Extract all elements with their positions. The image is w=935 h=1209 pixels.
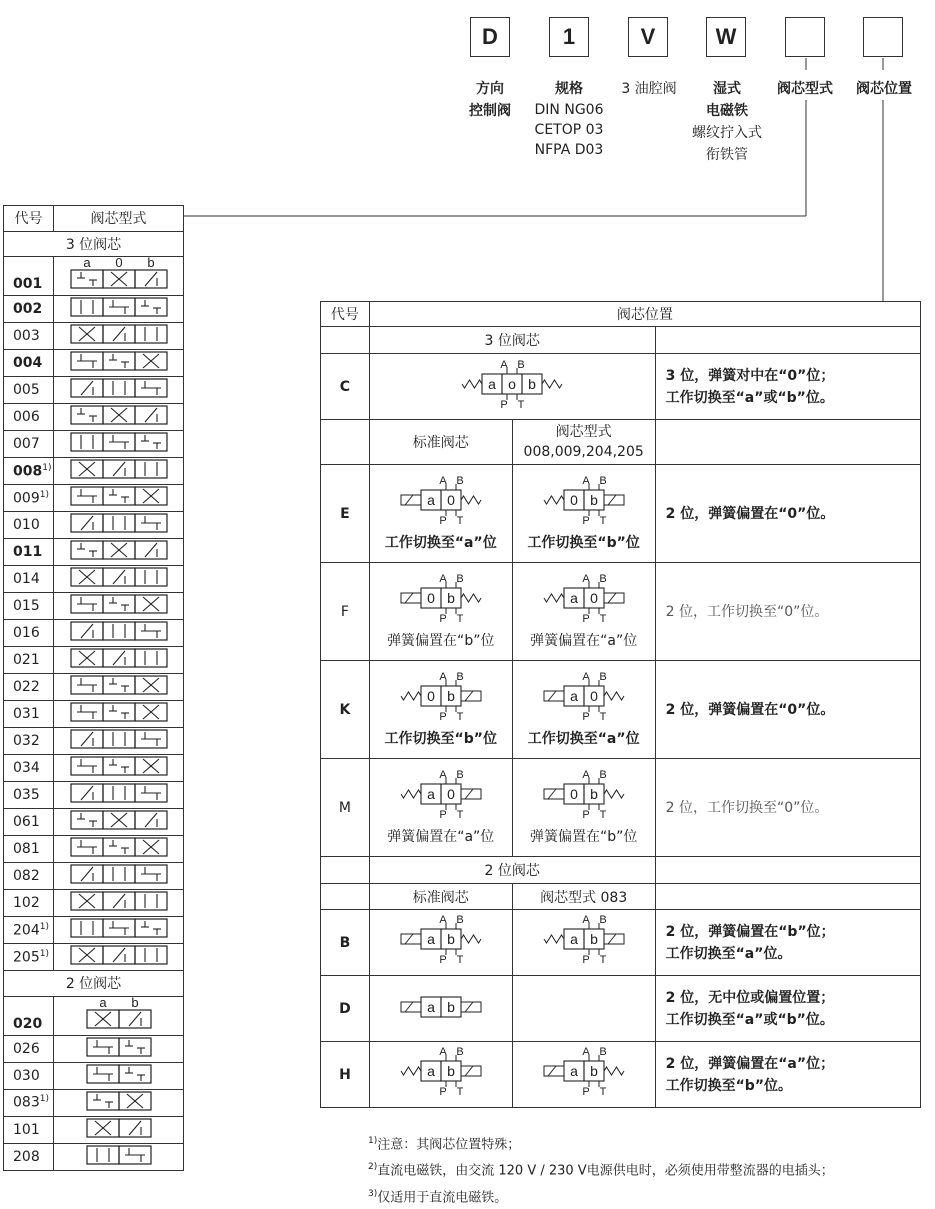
svg-text:a: a — [569, 589, 578, 606]
spool-symbol — [69, 863, 169, 885]
svg-text:P: P — [439, 953, 447, 966]
spool-symbol-cell — [54, 944, 184, 971]
valve-symbol-F-standard — [386, 574, 496, 626]
spool-symbol-cell — [54, 296, 184, 323]
svg-text:T: T — [517, 398, 525, 410]
footnote-3: $^{3)}$仅适用于直流电磁铁。 — [368, 1188, 508, 1205]
svg-text:P: P — [439, 1085, 447, 1098]
spool-symbol — [69, 539, 169, 561]
spool-symbol — [85, 997, 153, 1031]
spool-code: 026 — [4, 1035, 54, 1062]
svg-text:A: A — [439, 1046, 447, 1058]
svg-text:A: A — [500, 359, 508, 371]
svg-text:B: B — [598, 1046, 607, 1058]
valve-symbol-B-standard — [386, 915, 496, 967]
desc-D: 2 位，无中位或偏置位置； 工作切换至“a”或“b”位。 — [655, 976, 920, 1042]
label-spool-position: 阀芯位置 — [856, 81, 912, 97]
svg-text:B: B — [456, 475, 464, 487]
svg-text:P: P — [439, 612, 447, 625]
svg-text:T: T — [456, 953, 464, 966]
spool-code: 081 — [4, 836, 54, 863]
position-label: b — [146, 257, 155, 270]
svg-text:B: B — [456, 769, 464, 781]
cell-B-alt — [512, 910, 655, 976]
spool-code: 002 — [4, 296, 54, 323]
svg-text:B: B — [456, 914, 464, 926]
spool-code: 208 — [4, 1143, 54, 1170]
spool-symbol — [85, 1090, 153, 1112]
cell-D-alt — [512, 976, 655, 1042]
label-solenoid: 湿式 电磁铁 螺纹拧入式 衔铁管 — [692, 81, 762, 163]
svg-text:a: a — [426, 1062, 435, 1079]
spool-symbol-cell — [54, 782, 184, 809]
cell-K-alt: a 0 A B P T 工作切换至“a”位 — [512, 661, 655, 759]
desc-F: 2 位，工作切换至“0”位。 — [655, 563, 920, 661]
svg-text:b: b — [446, 687, 455, 704]
spool-code: 030 — [4, 1062, 54, 1089]
spool-type-table — [3, 205, 184, 1171]
spool-symbol — [69, 431, 169, 453]
position-label: a — [98, 996, 107, 1010]
svg-text:A: A — [581, 769, 590, 781]
svg-text:T: T — [599, 808, 607, 821]
svg-text:A: A — [581, 573, 590, 585]
spool-symbol-cell — [54, 701, 184, 728]
row-code-E: E — [321, 465, 370, 563]
valve-symbol-K-standard — [386, 672, 496, 724]
svg-text:P: P — [581, 808, 590, 821]
svg-text:P: P — [500, 398, 508, 410]
svg-text:B: B — [598, 475, 607, 487]
spool-symbol-cell — [54, 863, 184, 890]
spool-symbol — [69, 782, 169, 804]
cell-H-alt — [512, 1042, 655, 1108]
spool-symbol — [69, 647, 169, 669]
spool-code: 022 — [4, 674, 54, 701]
svg-text:P: P — [581, 612, 590, 625]
code-box-1: D — [470, 17, 510, 57]
spool-symbol-cell — [54, 890, 184, 917]
spool-symbol — [69, 512, 169, 534]
svg-text:B: B — [456, 1046, 464, 1058]
spool-symbol-cell — [54, 377, 184, 404]
row-code-C: C — [321, 354, 370, 420]
spool-symbol — [69, 377, 169, 399]
footnote-2: $^{2)}$直流电磁铁，由交流 120 V / 230 V电源供电时，必须使用带整流器的电插头； — [368, 1162, 834, 1179]
cell-E-alt: 0 b A B P T 工作切换至“b”位 — [512, 465, 655, 563]
spool-symbol-cell — [54, 836, 184, 863]
svg-text:b: b — [589, 491, 598, 508]
svg-text:A: A — [439, 573, 447, 585]
spool-symbol-cell — [54, 539, 184, 566]
desc-H: 2 位，弹簧偏置在“a”位； 工作切换至“b”位。 — [655, 1042, 920, 1108]
section-3-position: 3 位阀芯 — [4, 231, 184, 257]
svg-text:b: b — [528, 375, 537, 392]
spool-code: 011 — [4, 539, 54, 566]
svg-text:b: b — [589, 930, 598, 947]
spool-code: 102 — [4, 890, 54, 917]
row-code-H: H — [321, 1042, 370, 1108]
svg-text:a: a — [569, 687, 578, 704]
spool-symbol-cell — [54, 674, 184, 701]
label-direction: 方向 控制阀 — [469, 81, 511, 119]
svg-text:a: a — [569, 930, 578, 947]
svg-text:T: T — [599, 710, 607, 723]
svg-text:A: A — [439, 769, 447, 781]
spool-code: 010 — [4, 512, 54, 539]
spool-code: 101 — [4, 1116, 54, 1143]
code-box-4: W — [706, 17, 746, 57]
svg-text:0: 0 — [589, 687, 598, 704]
valve-symbol-H-alt — [529, 1047, 639, 1099]
spool-symbol-cell — [54, 647, 184, 674]
spool-symbol — [85, 1063, 153, 1085]
spool-symbol-cell — [54, 566, 184, 593]
spool-symbol-cell — [54, 431, 184, 458]
svg-text:o: o — [508, 375, 517, 392]
valve-symbol-K-alt — [529, 672, 639, 724]
row-code-B: B — [321, 910, 370, 976]
svg-text:A: A — [439, 671, 447, 683]
code-box-3: V — [628, 17, 668, 57]
spool-code: 031 — [4, 701, 54, 728]
svg-text:T: T — [456, 514, 464, 527]
desc-B: 2 位，弹簧偏置在“b”位； 工作切换至“a”位。 — [655, 910, 920, 976]
col-header-code: 代号 — [4, 206, 54, 232]
spool-symbol-cell — [54, 809, 184, 836]
sub-header-standard: 标准阀芯 — [369, 420, 512, 465]
cell-F-alt: a 0 A B P T 弹簧偏置在“a”位 — [512, 563, 655, 661]
spool-symbol-cell — [54, 1143, 184, 1170]
spool-code: 015 — [4, 593, 54, 620]
svg-text:a: a — [569, 1062, 578, 1079]
svg-text:A: A — [439, 914, 447, 926]
spool-code: 204$^{1)}$ — [4, 917, 54, 944]
spool-symbol-cell — [54, 485, 184, 512]
spool-symbol-cell — [54, 917, 184, 944]
row-code-K: K — [321, 661, 370, 759]
spool-symbol-cell — [54, 323, 184, 350]
spool-symbol-cell — [54, 1062, 184, 1089]
spool-symbol-cell — [54, 1035, 184, 1062]
rt-header-position: 阀芯位置 — [369, 302, 920, 327]
spool-symbol — [69, 620, 169, 642]
sub2-header-alt: 阀芯型式 083 — [512, 884, 655, 910]
sub-header-alt: 阀芯型式 008,009,204,205 — [512, 420, 655, 465]
spool-position-table — [320, 301, 921, 1108]
valve-symbol-D-standard — [386, 987, 496, 1027]
svg-text:a: a — [426, 998, 435, 1015]
spool-symbol — [69, 890, 169, 912]
rt-header-code: 代号 — [321, 302, 370, 327]
col-header-spool-type: 阀芯型式 — [54, 206, 184, 232]
valve-symbol-M-standard — [386, 770, 496, 822]
rt-section-2-position: 2 位阀芯 — [369, 857, 655, 884]
desc-C: 3 位，弹簧对中在“0”位； 工作切换至“a”或“b”位。 — [655, 354, 920, 420]
svg-text:b: b — [589, 1062, 598, 1079]
spool-symbol-cell — [54, 257, 184, 296]
spool-symbol — [85, 1036, 153, 1058]
sub2-header-standard: 标准阀芯 — [369, 884, 512, 910]
spool-code: 004 — [4, 350, 54, 377]
spool-code: 014 — [4, 566, 54, 593]
svg-text:A: A — [581, 671, 590, 683]
valve-symbol-F-alt — [529, 574, 639, 626]
spool-symbol — [69, 593, 169, 615]
valve-symbol-C — [457, 360, 567, 410]
svg-text:T: T — [599, 612, 607, 625]
spool-symbol — [69, 257, 169, 291]
svg-text:0: 0 — [426, 687, 435, 704]
svg-text:P: P — [439, 808, 447, 821]
svg-text:b: b — [446, 589, 455, 606]
spool-symbol-cell — [54, 755, 184, 782]
svg-text:T: T — [599, 953, 607, 966]
position-label: 0 — [114, 257, 123, 270]
cell-F-std: 0 b A B P T 弹簧偏置在“b”位 — [369, 563, 512, 661]
section-2-position: 2 位阀芯 — [4, 971, 184, 997]
spool-code: 034 — [4, 755, 54, 782]
spool-symbol — [85, 1117, 153, 1139]
svg-text:P: P — [581, 1085, 590, 1098]
spool-code: 035 — [4, 782, 54, 809]
cell-D-std — [369, 976, 512, 1042]
spool-symbol-cell — [54, 728, 184, 755]
spool-symbol — [69, 701, 169, 723]
spool-symbol-cell — [54, 458, 184, 485]
svg-text:b: b — [446, 998, 455, 1015]
spool-symbol — [69, 566, 169, 588]
spool-code: 032 — [4, 728, 54, 755]
svg-text:0: 0 — [446, 785, 455, 802]
svg-text:a: a — [426, 785, 435, 802]
spool-code: 006 — [4, 404, 54, 431]
spool-symbol — [69, 917, 169, 939]
footnotes — [368, 1130, 834, 1209]
svg-text:0: 0 — [589, 589, 598, 606]
svg-text:b: b — [446, 1062, 455, 1079]
spool-code: 003 — [4, 323, 54, 350]
rt-section-3-position: 3 位阀芯 — [369, 327, 655, 354]
spool-code: 016 — [4, 620, 54, 647]
position-label: a — [82, 257, 91, 270]
svg-text:B: B — [598, 671, 607, 683]
svg-text:T: T — [456, 710, 464, 723]
spool-code: 083$^{1)}$ — [4, 1089, 54, 1116]
desc-E: 2 位，弹簧偏置在“0”位。 — [655, 465, 920, 563]
svg-text:0: 0 — [446, 491, 455, 508]
svg-text:a: a — [488, 375, 497, 392]
code-box-2: 1 — [549, 17, 589, 57]
svg-text:B: B — [598, 573, 607, 585]
row-code-F: F — [321, 563, 370, 661]
spool-symbol — [69, 296, 169, 318]
spool-code: 082 — [4, 863, 54, 890]
valve-symbol-B-alt — [529, 915, 639, 967]
svg-text:P: P — [439, 514, 447, 527]
svg-text:0: 0 — [569, 491, 578, 508]
spool-symbol-cell — [54, 350, 184, 377]
svg-text:T: T — [599, 1085, 607, 1098]
svg-text:P: P — [581, 514, 590, 527]
spool-code: 005 — [4, 377, 54, 404]
spool-symbol — [69, 944, 169, 966]
spool-code: 205$^{1)}$ — [4, 944, 54, 971]
spool-symbol — [69, 350, 169, 372]
row-code-M: M — [321, 759, 370, 857]
spool-symbol — [69, 836, 169, 858]
spool-code: 021 — [4, 647, 54, 674]
label-3-port: 3 油腔阀 — [621, 81, 677, 97]
cell-H-std — [369, 1042, 512, 1108]
svg-text:B: B — [598, 914, 607, 926]
cell-M-alt: 0 b A B P T 弹簧偏置在“b”位 — [512, 759, 655, 857]
svg-text:T: T — [456, 808, 464, 821]
svg-text:P: P — [439, 710, 447, 723]
valve-symbol-M-alt — [529, 770, 639, 822]
cell-K-std: 0 b A B P T 工作切换至“b”位 — [369, 661, 512, 759]
svg-text:0: 0 — [426, 589, 435, 606]
svg-text:a: a — [426, 491, 435, 508]
spool-code: 001 — [4, 257, 54, 296]
valve-symbol-E-standard — [386, 476, 496, 528]
desc-K: 2 位，弹簧偏置在“0”位。 — [655, 661, 920, 759]
svg-text:b: b — [446, 930, 455, 947]
spool-code: 007 — [4, 431, 54, 458]
svg-text:A: A — [581, 914, 590, 926]
cell-M-std: a 0 A B P T 弹簧偏置在“a”位 — [369, 759, 512, 857]
valve-symbol-H-standard — [386, 1047, 496, 1099]
svg-text:A: A — [581, 1046, 590, 1058]
svg-text:B: B — [456, 573, 464, 585]
svg-text:T: T — [456, 612, 464, 625]
spool-code: 009$^{1)}$ — [4, 485, 54, 512]
spool-symbol — [69, 755, 169, 777]
svg-text:A: A — [581, 475, 590, 487]
spool-symbol-cell — [54, 996, 184, 1035]
label-size: 规格 DIN NG06 CETOP 03 NFPA D03 — [534, 81, 604, 158]
spool-code: 008$^{1)}$ — [4, 458, 54, 485]
position-label: b — [130, 996, 139, 1010]
svg-text:b: b — [589, 785, 598, 802]
row-code-D: D — [321, 976, 370, 1042]
svg-text:B: B — [517, 359, 525, 371]
symbol-C — [369, 354, 655, 420]
svg-text:B: B — [456, 671, 464, 683]
spool-symbol-cell — [54, 620, 184, 647]
spool-symbol-cell — [54, 404, 184, 431]
label-spool-type: 阀芯型式 — [777, 81, 833, 97]
spool-code: 020 — [4, 996, 54, 1035]
cell-E-std: a 0 A B P T 工作切换至“a”位 — [369, 465, 512, 563]
valve-symbol-E-alt — [529, 476, 639, 528]
spool-symbol-cell — [54, 1116, 184, 1143]
spool-symbol — [69, 728, 169, 750]
footnote-1: $^{1)}$注意：其阀芯位置特殊； — [368, 1136, 521, 1153]
spool-symbol — [69, 323, 169, 345]
svg-text:T: T — [599, 514, 607, 527]
spool-symbol — [69, 458, 169, 480]
spool-symbol-cell — [54, 593, 184, 620]
svg-text:A: A — [439, 475, 447, 487]
spool-symbol — [69, 404, 169, 426]
spool-symbol — [69, 809, 169, 831]
spool-symbol — [69, 485, 169, 507]
svg-text:a: a — [426, 930, 435, 947]
cell-B-std — [369, 910, 512, 976]
spool-symbol-cell — [54, 1089, 184, 1116]
svg-text:P: P — [581, 710, 590, 723]
spool-symbol-cell — [54, 512, 184, 539]
svg-text:T: T — [456, 1085, 464, 1098]
svg-text:0: 0 — [569, 785, 578, 802]
spool-code: 061 — [4, 809, 54, 836]
spool-symbol — [85, 1144, 153, 1166]
svg-text:P: P — [581, 953, 590, 966]
desc-M: 2 位，工作切换至“0”位。 — [655, 759, 920, 857]
spool-symbol — [69, 674, 169, 696]
svg-text:B: B — [598, 769, 607, 781]
